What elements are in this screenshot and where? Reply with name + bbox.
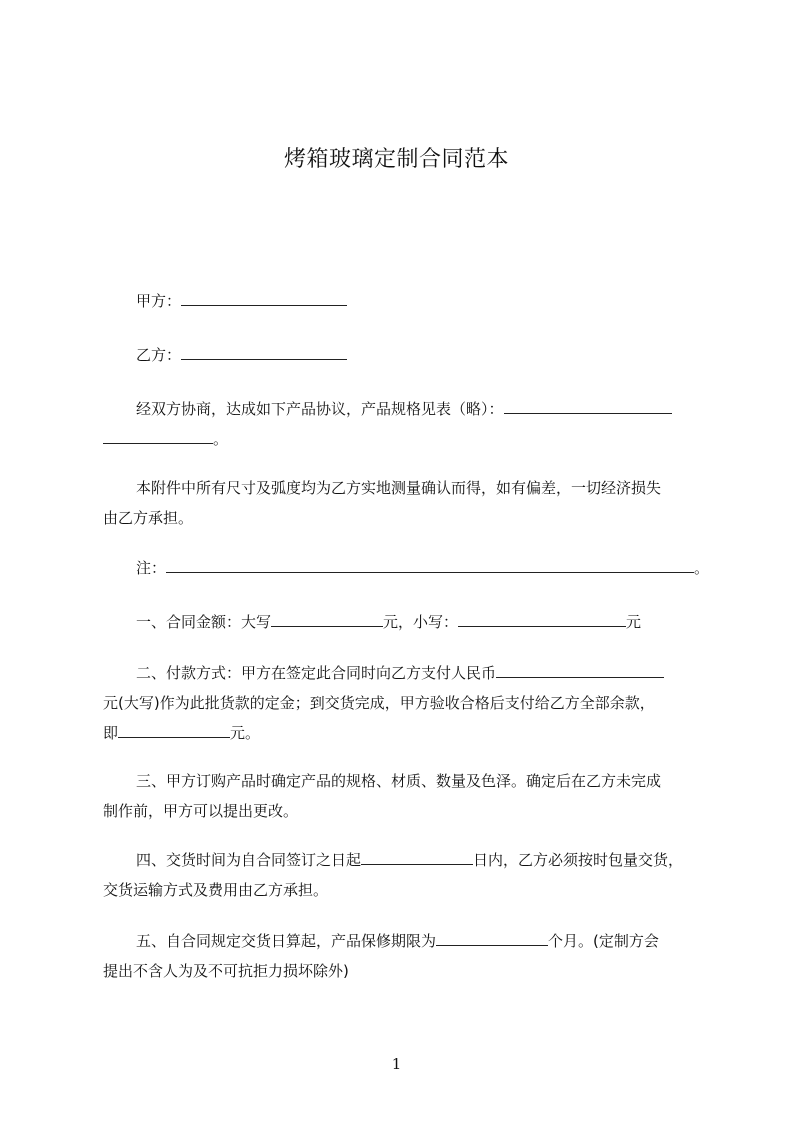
clause-2	[103, 658, 703, 748]
deposit-blank[interactable]	[496, 660, 664, 678]
clause-4	[103, 845, 703, 905]
clause-3	[103, 766, 703, 826]
note-label: 注：	[136, 559, 167, 577]
clause-4-text-c: 交货运输方式及费用由乙方承担。	[103, 881, 329, 899]
amount-lowercase-blank[interactable]	[458, 609, 626, 627]
clause-1	[103, 607, 703, 637]
clause-3-text-2: 制作前，甲方可以提出更改。	[103, 802, 299, 820]
clause-2-text-d: 元。	[230, 724, 261, 742]
clause-5-text-b: 个月。(定制方会	[548, 932, 659, 950]
measure-text-2: 由乙方承担。	[103, 509, 194, 527]
note-line	[103, 553, 710, 583]
clause-5-text-c: 提出不含人为及不可抗拒力损坏除外)	[103, 962, 349, 980]
spec-blank-1[interactable]	[504, 396, 672, 414]
intro-end: 。	[213, 430, 229, 448]
delivery-days-blank[interactable]	[361, 847, 473, 865]
note-end: 。	[694, 559, 710, 577]
intro-paragraph	[103, 394, 703, 454]
clause-5-text-a: 五、自合同规定交货日算起，产品保修期限为	[136, 932, 437, 950]
page-number: 1	[391, 1055, 402, 1073]
clause-4-text-b: 日内，乙方必须按时包量交货，	[473, 851, 684, 869]
measure-text-1: 本附件中所有尺寸及弧度均为乙方实地测量确认而得，如有偏差，一切经济损失	[136, 479, 662, 497]
clause-3-text-1: 三、甲方订购产品时确定产品的规格、材质、数量及色泽。确定后在乙方未完成	[136, 772, 662, 790]
party-a-label: 甲方：	[136, 292, 182, 310]
note-blank[interactable]	[166, 555, 694, 573]
clause-2-text-c: 即	[103, 724, 119, 742]
clause-1-text-b: 元，小写：	[383, 613, 459, 631]
clause-2-text-b: 元(大写)作为此批货款的定金；到交货完成，甲方验收合格后支付给乙方全部余款，	[103, 694, 655, 712]
intro-text: 经双方协商，达成如下产品协议，产品规格见表（略）：	[136, 400, 504, 418]
measure-paragraph	[103, 473, 703, 533]
amount-uppercase-blank[interactable]	[271, 609, 383, 627]
balance-blank[interactable]	[118, 720, 230, 738]
document-title: 烤箱玻璃定制合同范本	[283, 147, 509, 172]
party-a-blank[interactable]	[181, 288, 347, 306]
clause-1-text-a: 一、合同金额：大写	[136, 613, 272, 631]
party-b-blank[interactable]	[181, 342, 347, 360]
party-b-label: 乙方：	[136, 346, 182, 364]
clause-5	[103, 926, 703, 986]
spec-blank-2[interactable]	[103, 426, 213, 444]
clause-2-text-a: 二、付款方式：甲方在签定此合同时向乙方支付人民币	[136, 664, 497, 682]
party-b-line	[103, 340, 703, 370]
party-a-line	[103, 286, 703, 316]
warranty-months-blank[interactable]	[436, 928, 548, 946]
clause-1-text-c: 元	[626, 613, 642, 631]
clause-4-text-a: 四、交货时间为自合同签订之日起	[136, 851, 362, 869]
